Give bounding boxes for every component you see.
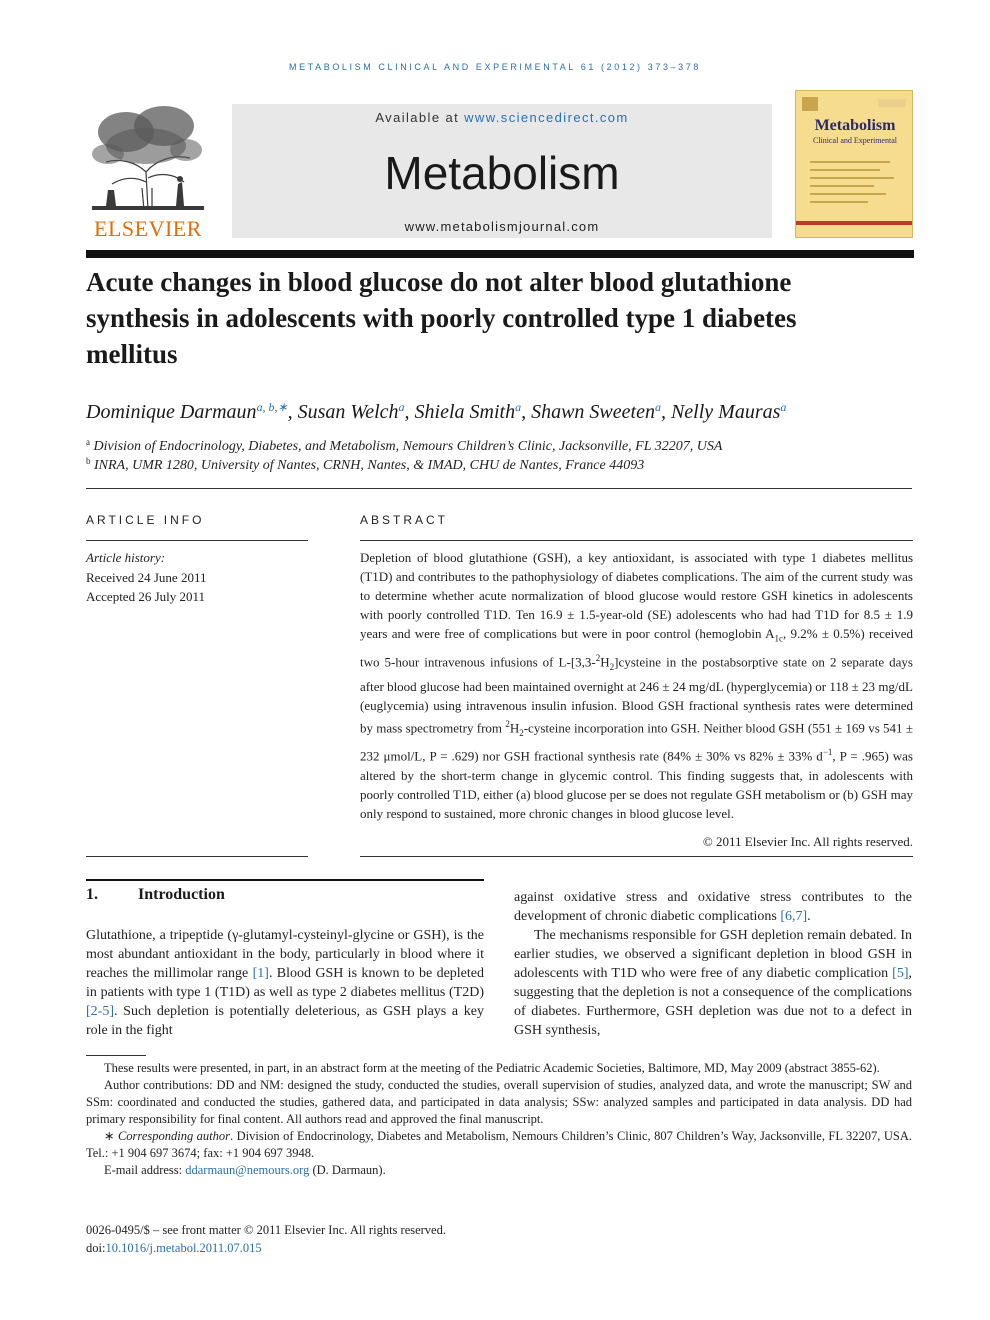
author-name[interactable]: Shawn Sweeten: [531, 401, 655, 423]
intro-right-column: against oxidative stress and oxidative stress contributes to the development of chronic diabetic complications [6,7]. The mechanisms responsible for GSH depletion remain debated. In earlier studies, we observed a significant depletion in blood GSH in adolescents with T1D who were free of any diabetic complication [5], suggesting that the depletion is not a consequence of the complications of diabetes. Furthermore, GSH depletion was due not to a defect in GSH synthesis,: [514, 890, 912, 1038]
footnotes: [86, 1060, 912, 1179]
affiliation-mark: b: [86, 456, 91, 466]
footnote-email: E-mail address: ddarmaun@nemours.org (D. Darmaun).: [104, 1163, 386, 1177]
journal-title: Metabolism: [384, 147, 620, 199]
author-list: Dominique Darmaun$^{a, b,∗}$, Susan Welch$^a$, Shiela Smith$^a$, Shawn Sweeten$^a$, Nelly Mauras$^a$: [86, 400, 787, 423]
section-rule: [86, 488, 912, 489]
received-date: Received 24 June 2011: [86, 569, 207, 585]
intro-left-column: Glutathione, a tripeptide (γ-glutamyl-cysteinyl-glycine or GSH), is the most abundant antioxidant in the body, particularly in blood where it reaches the millimolar range [1]. Blood GSH is known to be depleted in patients with type 1 (T1D) as well as type 2 diabetes mellitus (T2D) [2-5]. Such depletion is potentially deleterious, as GSH plays a key role in the fight: [86, 928, 484, 1038]
author-name[interactable]: Dominique Darmaun: [86, 401, 257, 423]
cover-logo-mark: [802, 97, 818, 111]
cover-contents-line: [810, 193, 886, 195]
cover-contents-line: [810, 161, 890, 163]
author-name[interactable]: Shiela Smith: [414, 401, 516, 423]
citation-link[interactable]: [2-5]: [86, 1004, 114, 1019]
cover-band: [796, 221, 913, 225]
issn-line: 0026-0495/$ – see front matter © 2011 Elsevier Inc. All rights reserved.: [86, 1223, 446, 1237]
affiliation-b: [86, 456, 926, 474]
author-affiliation-mark[interactable]: a, b,∗: [256, 400, 288, 414]
doi-line: doi:10.1016/j.metabol.2011.07.015: [86, 1241, 262, 1255]
abstract-bottom-rule: [360, 856, 913, 857]
accepted-date: Accepted 26 July 2011: [86, 589, 206, 604]
intro-rule: [86, 879, 484, 881]
author-affiliation-mark[interactable]: a: [654, 400, 661, 414]
section-number: 1.: [86, 886, 98, 903]
section-title: Introduction: [138, 886, 225, 903]
affiliation-text: INRA, UMR 1280, University of Nantes, CRNH, Nantes, & IMAD, CHU de Nantes, France 44093: [94, 458, 645, 473]
cover-volume-box: [878, 99, 906, 107]
intro-heading: [86, 886, 486, 904]
copyright-notice: © 2011 Elsevier Inc. All rights reserved.: [702, 834, 913, 849]
cover-contents-line: [810, 201, 868, 203]
author-affiliation-mark[interactable]: a: [398, 400, 405, 414]
citation-link[interactable]: [6,7]: [780, 909, 808, 924]
journal-cover: [795, 90, 913, 238]
available-at-label: Available at: [375, 110, 460, 125]
cover-contents-line: [810, 177, 894, 179]
affiliation-text: Division of Endocrinology, Diabetes, and Metabolism, Nemours Children’s Clinic, Jacksonville, FL 32207, USA: [93, 439, 723, 454]
footnote-rule: [86, 1055, 146, 1056]
cover-contents-line: [810, 185, 874, 187]
citation-link[interactable]: [1]: [252, 966, 269, 981]
affiliation-a: [86, 437, 926, 455]
article-title: Acute changes in blood glucose do not alter blood glutathione synthesis in adolescents with poorly controlled type 1 diabetes mellitus: [86, 267, 797, 369]
sciencedirect-link[interactable]: www.sciencedirect.com: [464, 110, 629, 125]
header-rule: [86, 250, 914, 258]
citation-link[interactable]: [5]: [892, 966, 909, 981]
footnote-corresponding: ∗ Corresponding author. Division of Endocrinology, Diabetes and Metabolism, Nemours Children’s Clinic, 807 Children’s Way, Jacksonville, FL 32207, USA. Tel.: +1 904 697 3674; fax: +1 904 697 3948.: [86, 1129, 913, 1160]
running-head: METABOLISM CLINICAL AND EXPERIMENTAL 61 (2012) 373–378: [288, 62, 701, 72]
abstract-heading: ABSTRACT: [360, 513, 449, 527]
history-label: Article history:: [86, 550, 166, 565]
elsevier-wordmark: ELSEVIER: [94, 216, 202, 241]
availability-line: [232, 110, 772, 125]
doi-link[interactable]: 10.1016/j.metabol.2011.07.015: [105, 1241, 262, 1255]
footnote-presentation: These results were presented, in part, in an abstract form at the meeting of the Pediatric Academic Societies, Baltimore, MD, May 2009 (abstract 3855-62).: [104, 1061, 880, 1075]
abstract-rule: [360, 540, 913, 541]
author-affiliation-mark[interactable]: a: [515, 400, 522, 414]
abstract-body: Depletion of blood glutathione (GSH), a key antioxidant, is associated with type 1 diabetes mellitus (T1D) and contributes to the pathophysiology of diabetes complications. The aim of the current study was to determine whether acute normalization of blood glucose would restore GSH kinetics in adolescents with poorly controlled T1D. Ten 16.9 ± 1.5-year-old (SE) adolescents who had had T1D for 8.5 ± 1.9 years and were free of complications but were in poor control (hemoglobin $A_{1c}$, 9.2% ± 0.5%) received two 5-hour intravenous infusions of $L-[3,3-^2H_2]cysteine$ in the postabsorptive state on 2 separate days after blood glucose had been maintained overnight at 246 ± 24 mg/dL (hyperglycemia) or 118 ± 23 mg/dL (euglycemia) using intravenous insulin infusion. Blood GSH fractional synthesis rates were determined by mass spectrometry from $^2H_2$-cysteine incorporation into GSH. Neither blood GSH (551 ± 169 vs 541 ± 232 μmol/L, P = .629) nor GSH fractional synthesis rate (84% ± 30% vs 82% ± 33% $d^{-1}$, P = .965) was altered by the short-term change in glycemic control. This finding suggests that, in adolescents with poorly controlled T1D, either (a) blood glucose per se does not regulate GSH metabolism or (b) GSH may only respond to sustained, more chronic changes in blood glucose level.: [360, 550, 913, 821]
front-matter: [86, 1221, 686, 1257]
article-info-rule: [86, 540, 308, 541]
cover-contents-line: [810, 169, 880, 171]
footnote-contributions: Author contributions: DD and NM: designed the study, conducted the studies, overall supervision of studies, analyzed data, and wrote the manuscript; SW and SSm: coordinated and conducted the studies, gathered data, and participated in data analysis; SSw: analyzed samples and participated in data analysis. DD had primary responsibility for final content. All authors read and approved the final manuscript.: [86, 1078, 912, 1126]
email-link[interactable]: ddarmaun@nemours.org: [185, 1163, 310, 1177]
author-name[interactable]: Nelly Mauras: [670, 401, 781, 423]
cover-title: Metabolism: [814, 117, 896, 134]
author-affiliation-mark[interactable]: a: [780, 400, 787, 414]
cover-subtitle: Clinical and Experimental: [813, 136, 897, 145]
article-info-heading: ARTICLE INFO: [86, 513, 205, 527]
article-info-bottom-rule: [86, 856, 308, 857]
journal-website-link[interactable]: www.metabolismjournal.com: [404, 219, 600, 234]
affiliation-mark: a: [86, 437, 90, 447]
article-history: [86, 548, 308, 607]
author-name[interactable]: Susan Welch: [297, 401, 399, 423]
